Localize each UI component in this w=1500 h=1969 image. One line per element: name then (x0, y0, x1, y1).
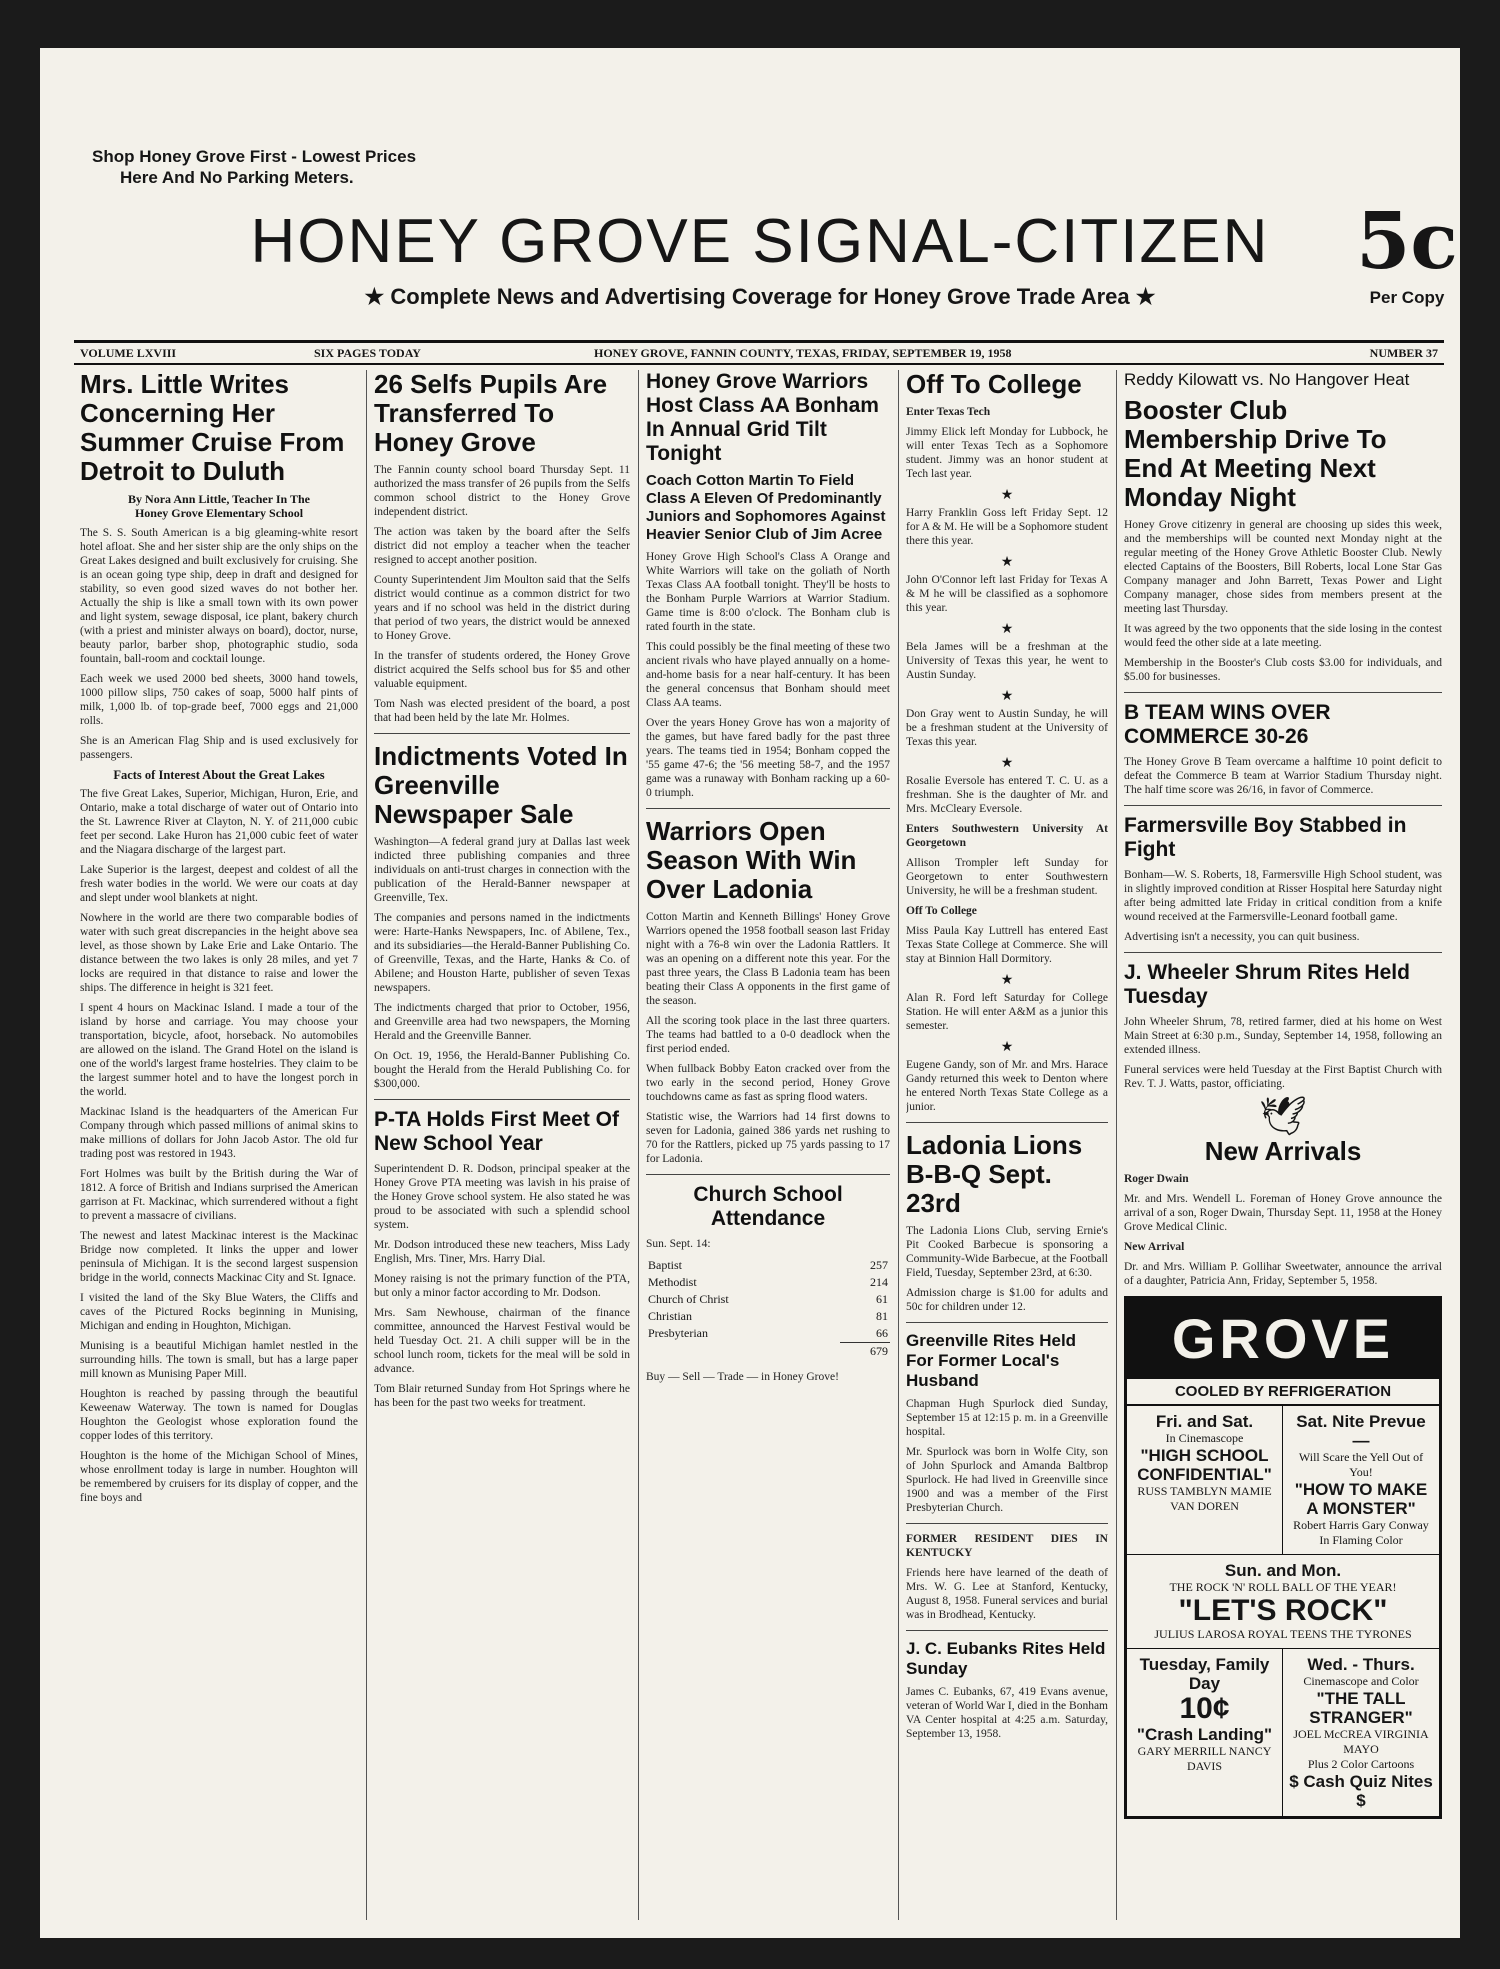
separator (374, 1099, 630, 1100)
paragraph: John O'Connor left last Friday for Texas A & M he will be classified as a sophomore this year. (906, 574, 1108, 614)
per-copy: Per Copy (1369, 288, 1445, 307)
paragraph: County Superintendent Jim Moulton said that the Selfs district would continue as a common district for two years and if no school was held in the district during that period of two years, the district would be annexed to Honey Grove. (374, 574, 630, 642)
byline (80, 492, 358, 520)
paragraph: In the transfer of students ordered, the Honey Grove district acquired the Selfs school bus for $5 and other valuable equipment. (374, 650, 630, 690)
paragraph: Houghton is the home of the Michigan School of Mines, whose enrollment today is large in number. Houghton will be remembered by cruisers for its display of copper, and the fine boys and (80, 1450, 358, 1504)
paragraph: Houghton is reached by passing through the beautiful Keweenaw Waterway. The town is named for Douglas Houghton the Geologist whose exploration found the copper lodes of this territory. (80, 1388, 358, 1442)
paragraph: Miss Paula Kay Luttrell has entered East Texas State College at Commerce. She will stay at Binnion Hall Dormitory. (906, 925, 1108, 965)
column-rule (1116, 370, 1117, 1920)
paragraph: Washington—A federal grand jury at Dallas last week indicted three publishing companies and three individuals on anti-trust charges in connection with the publication of the Herald-Banner newspaper at Greenville, Tex. (374, 836, 630, 904)
paragraph: I spent 4 hours on Mackinac Island. I made a tour of the island by horse and carriage. You may choose your transportation, bicycle, afoot, horseback. No automobiles are allowed on the island. The Grand Hotel on the island is one of the world's largest frame hostelries. They claim to be the largest summer hotel and to have the longest porch in the world. (80, 1002, 358, 1098)
paragraph: The Honey Grove B Team overcame a halftime 10 point deficit to defeat the Commerce B team at Warrior Stadium Thursday night. The half time score was 26/16, in favor of Commerce. (1124, 756, 1442, 796)
attendance-count: 61 (876, 1292, 888, 1306)
ad-grid (1127, 1649, 1439, 1816)
grove-subtitle: COOLED BY REFRIGERATION (1127, 1379, 1439, 1406)
paragraph: Tom Nash was elected president of the board, a post that had been held by the late Mr. Holmes. (374, 698, 630, 724)
attendance-count: 214 (870, 1275, 888, 1289)
movie-cast: GARY MERRILL NANCY DAVIS (1137, 1744, 1272, 1773)
movie-title: "HOW TO MAKE A MONSTER" (1294, 1480, 1428, 1518)
paragraph: The indictments charged that prior to October, 1956, and Greenville area had two newspapers, the Morning Herald and the Greenville Banner. (374, 1002, 630, 1042)
paragraph: Mr. Spurlock was born in Wolfe City, son of John Spurlock and Amanda Baltbrop Spurlock. He had lived in Greenville since 1900 and was a member of the First Presbyterian Church. (906, 1446, 1108, 1514)
attendance-count: 66 (876, 1326, 888, 1340)
movie-cast: Robert Harris Gary Conway (1293, 1518, 1429, 1532)
byline-line: Honey Grove Elementary School (134, 506, 304, 520)
column-5 (1124, 370, 1442, 1925)
star-divider: ★ (1000, 973, 1014, 988)
grove-theater-ad (1124, 1296, 1442, 1819)
table-row (646, 1257, 890, 1274)
movie-title: "HIGH SCHOOL CONFIDENTIAL" (1137, 1446, 1272, 1484)
ad-row (1127, 1555, 1439, 1649)
movie-title: "Crash Landing" (1136, 1725, 1273, 1744)
separator (646, 808, 890, 809)
paragraph: Allison Trompler left Sunday for Georgetown to enter Southwestern University, he will be a freshman student. (906, 857, 1108, 897)
column-rule (366, 370, 367, 1920)
ad-day: Fri. and Sat. (1155, 1412, 1254, 1431)
paragraph: Funeral services were held Tuesday at the First Baptist Church with Rev. T. J. Watts, pastor, officiating. (1124, 1064, 1442, 1090)
church-name: Church of Christ (648, 1292, 729, 1306)
table-row (646, 1308, 890, 1325)
star-divider: ★ (1000, 555, 1014, 570)
dateline (74, 340, 1444, 365)
separator (906, 1523, 1108, 1524)
top-strap (92, 146, 416, 188)
headline: Honey Grove Warriors Host Class AA Bonham In Annual Grid Tilt Tonight (646, 370, 879, 465)
table-row (646, 1343, 890, 1361)
movie-cast: RUSS TAMBLYN MAMIE VAN DOREN (1137, 1484, 1272, 1513)
church-name: Baptist (648, 1258, 683, 1272)
column-rule (898, 370, 899, 1920)
paragraph: Alan R. Ford left Saturday for College Station. He will enter A&M as a junior this semester. (906, 992, 1108, 1032)
headline: P-TA Holds First Meet Of New School Year (374, 1108, 620, 1155)
headline: Warriors Open Season With Win Over Ladonia (646, 816, 857, 904)
ad-day: Sat. Nite Prevue— (1296, 1412, 1426, 1450)
separator (906, 1630, 1108, 1631)
ad-note: THE ROCK 'N' ROLL BALL OF THE YEAR! (1169, 1580, 1397, 1594)
headline: Church School Attendance (693, 1183, 843, 1230)
paragraph: She is an American Flag Ship and is used exclusively for passengers. (80, 735, 358, 761)
paragraph: Jimmy Elick left Monday for Lubbock, he will enter Texas Tech as a Sophomore student. Jimmy was an honor student at Tech last year. (906, 426, 1108, 480)
star-divider: ★ (1000, 1040, 1014, 1055)
paragraph: Fort Holmes was built by the British during the War of 1812. A force of British and Indians surprised the American garrison at Ft. Mackinac, which surrendered without a fight to prevent a massacre of civilians. (80, 1168, 358, 1222)
table-row (646, 1325, 890, 1343)
byline-line: By Nora Ann Little, Teacher In The (128, 492, 310, 506)
grove-banner: GROVE (1127, 1299, 1439, 1379)
headline: Ladonia Lions B-B-Q Sept. 23rd (906, 1130, 1083, 1218)
subhead: Enter Texas Tech (906, 406, 991, 418)
table-row (646, 1274, 890, 1291)
price: 5c (1356, 196, 1458, 287)
paragraph: John Wheeler Shrum, 78, retired farmer, died at his home on West Main Street at 6:30 p.m., Sunday, September 14, 1958, following an extended illness. (1124, 1016, 1442, 1056)
separator (1124, 805, 1442, 806)
church-name: Presbyterian (648, 1326, 708, 1341)
paragraph: Rosalie Eversole has entered T. C. U. as a freshman. She is the daughter of Mr. and Mrs. McCleary Eversole. (906, 775, 1108, 815)
headline: Off To College (906, 370, 1082, 399)
headline: 26 Selfs Pupils Are Transferred To Honey Grove (374, 370, 608, 457)
separator (906, 1122, 1108, 1123)
paragraph: Tom Blair returned Sunday from Hot Springs where he has been for the past two weeks for treatment. (374, 1383, 630, 1409)
paragraph: The companies and persons named in the indictments were: Harte-Hanks Newspapers, Inc. of Abilene, Tex., and its subsidiaries—the Herald-Banner Publishing Co. of Greenville, Texas, and the Harte, Hanks & Co. of Abilene; and Houston Harte, publisher of seven Texas newspapers. (374, 912, 630, 994)
headline: Booster Club Membership Drive To End At Meeting Next Monday Night (1124, 395, 1387, 512)
paragraph: Eugene Gandy, son of Mr. and Mrs. Harace Gandy returned this week to Denton where he entered North Texas State College as a junior. (906, 1059, 1108, 1113)
headline: Indictments Voted In Greenville Newspaper Sale (374, 741, 628, 829)
paragraph: I visited the land of the Sky Blue Waters, the Cliffs and caves of the Pictured Rocks beginning in Munising, Michigan and ending in Houghton, Michigan. (80, 1292, 358, 1332)
attendance-total: 679 (840, 1343, 890, 1361)
movie-title: "THE TALL STRANGER" (1309, 1689, 1413, 1727)
attendance-table (646, 1257, 890, 1360)
paragraph: The newest and latest Mackinac interest is the Mackinac Bridge now completed. It links the upper and lower peninsula of Michigan. It is the second largest suspension bridge in the world, connects Mackinac City and St. Ignace. (80, 1230, 358, 1284)
paragraph: Mrs. Sam Newhouse, chairman of the finance committee, announced the Harvest Festival would be held Tuesday Oct. 21. A chili supper will be in the school lunch room, tickets for the meal will be sold in advance. (374, 1307, 630, 1375)
ad-day: Wed. - Thurs. (1307, 1655, 1415, 1674)
separator (374, 733, 630, 734)
paragraph: Over the years Honey Grove has won a majority of the games, but have fared badly for the past three years. The teams tied in 1954; Bonham copped the '55 game 47-6; the '56 meeting 58-7, and the 1957 game was a runaway with Bonham racking up a 60-0 triumph. (646, 717, 890, 799)
subhead: FORMER RESIDENT DIES IN KENTUCKY (906, 1533, 1108, 1559)
movie-cast: JULIUS LAROSA ROYAL TEENS THE TYRONES (1154, 1627, 1412, 1641)
paragraph: Chapman Hugh Spurlock died Sunday, September 15 at 12:15 p. m. in a Greenville hospital. (906, 1398, 1108, 1438)
slogan: Buy — Sell — Trade — in Honey Grove! (646, 1371, 839, 1383)
separator (906, 1322, 1108, 1323)
paragraph: Dr. and Mrs. William P. Gollihar Sweetwater, announce the arrival of a daughter, Patricia Ann, Friday, September 5, 1958. (1124, 1261, 1442, 1287)
paragraph: All the scoring took place in the last three quarters. The teams had battled to a 0-0 deadlock when the first period ended. (646, 1015, 890, 1055)
paragraph: Bela James will be a freshman at the University of Texas this year, he went to Austin Sunday. (906, 641, 1108, 681)
ad-note: $ Cash Quiz Nites $ (1289, 1772, 1433, 1810)
star-divider: ★ (1000, 689, 1014, 704)
ad-grid (1127, 1406, 1439, 1555)
paragraph: The Fannin county school board Thursday Sept. 11 authorized the mass transfer of 26 pupils from the Selfs common school district to the Honey Grove independent district. (374, 464, 630, 518)
church-name (646, 1343, 840, 1361)
ad-price: 10¢ (1179, 1692, 1230, 1725)
star-divider: ★ (1000, 488, 1014, 503)
paragraph: Honey Grove citizenry in general are choosing up sides this week, and the memberships will be counted next Monday night at the regular meeting of the Honey Grove Athletic Booster Club. Newly elected Captains of the Boosters, Bill Roberts, local Lone Star Gas Company manager and John Barrett, Texas Power and Light Company manager, chose sides from members present at the meeting last Thursday. (1124, 519, 1442, 615)
paragraph: It was agreed by the two opponents that the side losing in the contest would feed the other side at a late meeting. (1124, 623, 1442, 649)
paragraph: Superintendent D. R. Dodson, principal speaker at the Honey Grove PTA meeting was lavish in his praise of the Honey Grove school system. He also stated he was proud to be associated with such a splendid school system. (374, 1163, 630, 1231)
deck: Coach Cotton Martin To Field Class A Eleven Of Predominantly Juniors and Sophomores Against Heavier Senior Club of Jim Acree (646, 472, 886, 543)
paragraph: This could possibly be the final meeting of these two ancient rivals who have played annually on a home-and-home basis for a near half-century. It has been the general concensus that Bonham should meet Class AA teams. (646, 641, 890, 709)
table-row (646, 1291, 890, 1308)
headline: Greenville Rites Held For Former Local's Husband (906, 1331, 1077, 1390)
headline: J. C. Eubanks Rites Held Sunday (906, 1639, 1106, 1678)
paragraph: Honey Grove High School's Class A Orange and White Warriors will take on the goliath of North Texas Class AA football tonight. They'll be hosts to the Bonham Purple Warriors at Warrior Stadium. Game time is 8:00 o'clock. The Bonham club is rated fourth in the state. (646, 551, 890, 633)
ad-note: In Cinemascope (1165, 1431, 1244, 1445)
paragraph: Don Gray went to Austin Sunday, he will be a freshman student at the University of Texas this year. (906, 708, 1108, 748)
ad-cell (1283, 1406, 1439, 1555)
ad-note: Plus 2 Color Cartoons (1307, 1757, 1415, 1771)
paragraph: James C. Eubanks, 67, 419 Evans avenue, veteran of World War I, died in the Bonham VA Center hospital at 4:25 a.m. Saturday, September 13, 1958. (906, 1686, 1108, 1740)
headline: J. Wheeler Shrum Rites Held Tuesday (1124, 961, 1410, 1008)
pages: SIX PAGES TODAY (314, 346, 421, 360)
paragraph: Friends here have learned of the death of Mrs. W. G. Lee at Stanford, Kentucky, August 8, 1958. Funeral services and burial was in Brodhead, Kentucky. (906, 1567, 1108, 1621)
paragraph: Money raising is not the primary function of the PTA, but only a minor factor according to Mr. Dodson. (374, 1273, 630, 1299)
subhead: New Arrival (1124, 1241, 1185, 1253)
headline: Mrs. Little Writes Concerning Her Summer Cruise From Detroit to Duluth (80, 370, 345, 486)
paragraph: Advertising isn't a necessity, you can quit business. (1124, 931, 1360, 943)
headline: New Arrivals (1204, 1136, 1362, 1166)
separator (1124, 952, 1442, 953)
ad-day: Sun. and Mon. (1224, 1561, 1342, 1580)
paragraph: Mr. Dodson introduced these new teachers, Miss Lady English, Mrs. Tiner, Mrs. Harry Dial. (374, 1239, 630, 1265)
paragraph: The action was taken by the board after the Selfs district did not employ a teacher when the teacher resigned to accept another position. (374, 526, 630, 566)
movie-title: "LET'S ROCK" (1178, 1594, 1388, 1627)
paragraph: Statistic wise, the Warriors had 14 first downs to seven for Ladonia, gained 386 yards net rushing to 70 for the Rattlers, picked up 75 yards passing to 17 for Ladonia. (646, 1111, 890, 1165)
kicker: Reddy Kilowatt vs. No Hangover Heat (1124, 370, 1410, 389)
stork-icon: 🕊 (1258, 1096, 1308, 1138)
star-divider: ★ (1000, 622, 1014, 637)
movie-cast: JOEL McCREA VIRGINIA MAYO (1293, 1727, 1429, 1756)
ad-cell (1283, 1649, 1439, 1816)
paragraph: Bonham—W. S. Roberts, 18, Farmersville High School student, was in slightly improved condition at Risser Hospital here Saturday night after being admitted late Friday in critical condition from a knife wound received at the Farmersville-Leonard football game. (1124, 869, 1442, 923)
church-name: Methodist (648, 1275, 697, 1289)
subhead: Enters Southwestern University At Georgetown (906, 823, 1108, 849)
column-2 (374, 370, 630, 1925)
attendance-count: 81 (876, 1309, 888, 1323)
paragraph: Membership in the Booster's Club costs $3.00 for individuals, and $5.00 for businesses. (1124, 657, 1442, 683)
ad-note: Will Scare the Yell Out of You! (1298, 1450, 1424, 1479)
paragraph: When fullback Bobby Eaton cracked over from the two early in the second period, Honey Grove touchdowns came as fast as spring flood waters. (646, 1063, 890, 1103)
strap-line: Here And No Parking Meters. (120, 168, 354, 187)
paragraph: The five Great Lakes, Superior, Michigan, Huron, Erie, and Ontario, make a total discharge of water out of Ontario into the St. Lawrence River at Clayton, N. Y. of 211,000 cubic feet per second. Lake Huron has 21,000 cubic feet of water and the Niagara discharge of the largest part. (80, 788, 358, 856)
paragraph: On Oct. 19, 1956, the Herald-Banner Publishing Co. bought the Herald from the Herald Publishing Co. for $300,000. (374, 1050, 630, 1090)
paragraph: Mackinac Island is the headquarters of the American Fur Company through which passed millions of animal skins to make millions of dollars for John Jacob Astor. The old fur trading post was restored in 1943. (80, 1106, 358, 1160)
strap-line: Shop Honey Grove First - Lowest Prices (92, 147, 417, 166)
paragraph: The S. S. South American is a big gleaming-white resort hotel afloat. She and her sister ship are the only ships on the Great Lakes designed and built exclusively for cruising. She is an ocean going type ship, deep in draft and designed for stability, so even good sized waves do not bother her. Actually the ship is like a small town with its own power and light system, sewage disposal, ice plant, bakery church (with a priest and minister always on board), doctor, nurse, beauty parlor, barber shop, photographic studio, soda fountain, ball-room and cocktail lounge. (80, 527, 358, 665)
paragraph: Admission charge is $1.00 for adults and 50c for children under 12. (906, 1287, 1108, 1313)
separator (646, 1174, 890, 1175)
subhead: Off To College (906, 905, 977, 917)
attendance-date: Sun. Sept. 14: (646, 1238, 711, 1250)
paragraph: Each week we used 2000 bed sheets, 3000 hand towels, 1000 pillow slips, 750 cakes of soap, 5000 half pints of milk, 1,000 lb. of top-grade beef, 7000 eggs and 21,000 rolls. (80, 673, 358, 727)
ad-cell (1133, 1561, 1433, 1642)
paragraph: Lake Superior is the largest, deepest and coldest of all the fresh water bodies in the world. We were our coats at day and slept under wool blankets at night. (80, 864, 358, 904)
attendance-count: 257 (870, 1258, 888, 1272)
masthead-title: HONEY GROVE SIGNAL-CITIZEN (250, 207, 1270, 276)
headline: B TEAM WINS OVER COMMERCE 30-26 (1124, 701, 1331, 748)
paragraph: The Ladonia Lions Club, serving Ernie's Pit Cooked Barbecue is sponsoring a Community-Wide Barbecue, at the Football Field, Tuesday, September 23rd, at 6:30. (906, 1225, 1108, 1279)
newspaper-page (40, 48, 1460, 1938)
ad-cell (1127, 1649, 1283, 1816)
church-name: Christian (648, 1309, 692, 1323)
place-date: HONEY GROVE, FANNIN COUNTY, TEXAS, FRIDAY, SEPTEMBER 19, 1958 (594, 346, 1012, 360)
issue-number: NUMBER 37 (1369, 346, 1438, 360)
subhead: Roger Dwain (1124, 1173, 1189, 1185)
column-4 (906, 370, 1108, 1925)
subhead: Facts of Interest About the Great Lakes (113, 768, 325, 782)
paragraph: Cotton Martin and Kenneth Billings' Honey Grove Warriors opened the 1958 football season last Friday night with a 76-8 win over the Ladonia Rattlers. It was an opening on a different note this year. For the past three years, the Class B Ladonia team has been beating their Class A opponents in the first game of the season. (646, 911, 890, 1007)
ad-day: Tuesday, Family Day (1139, 1655, 1270, 1693)
ad-note: Cinemascope and Color (1303, 1674, 1419, 1688)
column-3 (646, 370, 890, 1925)
headline: Farmersville Boy Stabbed in Fight (1124, 814, 1407, 861)
paragraph: Nowhere in the world are there two comparable bodies of water with such great discrepancies in the height above sea level, as those shown by Lake Erie and Lake Ontario. The distance between the two lakes is only 28 miles, and yet 7 locks are required in that distance to raise and lower the ships. The difference in height is 321 feet. (80, 912, 358, 994)
ad-cell (1127, 1406, 1283, 1555)
volume: VOLUME LXVIII (80, 346, 177, 360)
column-1 (80, 370, 358, 1925)
masthead-tagline: ★ Complete News and Advertising Coverage for Honey Grove Trade Area ★ (364, 284, 1156, 309)
ad-note: In Flaming Color (1319, 1533, 1403, 1547)
paragraph: Munising is a beautiful Michigan hamlet nestled in the surrounding hills. The town is small, but has a large paper mill known as Munising Paper Mill. (80, 1340, 358, 1380)
paragraph: Mr. and Mrs. Wendell L. Foreman of Honey Grove announce the arrival of a son, Roger Dwain, Thursday Sept. 11, 1958 at the Honey Grove Medical Clinic. (1124, 1193, 1442, 1233)
paragraph: Harry Franklin Goss left Friday Sept. 12 for A & M. He will be a Sophomore student there this year. (906, 507, 1108, 547)
column-rule (638, 370, 639, 1920)
separator (1124, 692, 1442, 693)
star-divider: ★ (1000, 756, 1014, 771)
